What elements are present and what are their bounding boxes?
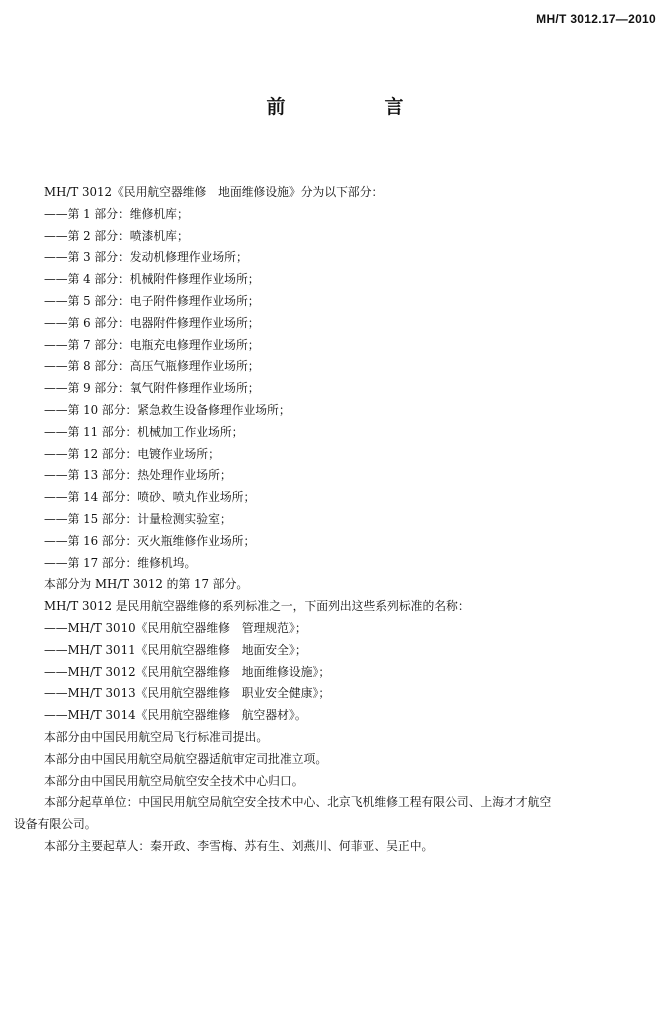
series-item: ——MH/T 3010《民用航空器维修 管理规范》； <box>44 620 307 635</box>
this-part-statement: 本部分为 MH/T 3012 的第 17 部分。 <box>44 577 249 592</box>
part-item: ——第 8 部分：高压气瓶修理作业场所； <box>44 359 260 374</box>
proposed-by: 本部分由中国民用航空局飞行标准司提出。 <box>44 729 269 744</box>
standard-code: MH/T 3012.17—2010 <box>536 12 656 26</box>
part-item: ——第 9 部分：氧气附件修理作业场所； <box>44 381 260 396</box>
part-item: ——第 11 部分：机械加工作业场所； <box>44 424 244 439</box>
series-item: ——MH/T 3014《民用航空器维修 航空器材》。 <box>44 708 307 723</box>
drafting-units-continued: 设备有限公司。 <box>14 817 97 832</box>
part-item: ——第 2 部分：喷漆机库； <box>44 228 189 243</box>
part-item: ——第 16 部分：灭火瓶维修作业场所； <box>44 533 256 548</box>
part-item: ——第 15 部分：计量检测实验室； <box>44 511 232 526</box>
series-item: ——MH/T 3013《民用航空器维修 职业安全健康》； <box>44 686 331 701</box>
part-item: ——第 3 部分：发动机修理作业场所； <box>44 250 248 265</box>
drafters: 本部分主要起草人：秦开政、李雪梅、苏有生、刘燕川、何菲亚、吴正中。 <box>44 838 434 853</box>
approved-by: 本部分由中国民用航空局航空器适航审定司批准立项。 <box>44 751 328 766</box>
part-item: ——第 7 部分：电瓶充电修理作业场所； <box>44 337 260 352</box>
page-title: 前 言 <box>266 96 444 118</box>
intro-paragraph: MH/T 3012《民用航空器维修 地面维修设施》分为以下部分： <box>44 185 384 199</box>
part-item: ——第 12 部分：电镀作业场所； <box>44 446 220 461</box>
drafting-units: 本部分起草单位：中国民用航空局航空安全技术中心、北京飞机维修工程有限公司、上海才才航空 <box>44 795 552 810</box>
part-item: ——第 1 部分：维修机库； <box>44 206 189 221</box>
part-item: ——第 10 部分：紧急救生设备修理作业场所； <box>44 402 291 417</box>
part-item: ——第 17 部分：维修机坞。 <box>44 555 197 570</box>
series-item: ——MH/T 3012《民用航空器维修 地面维修设施》； <box>44 664 331 679</box>
series-item: ——MH/T 3011《民用航空器维修 地面安全》； <box>44 642 307 657</box>
managed-by: 本部分由中国民用航空局航空安全技术中心归口。 <box>44 773 304 788</box>
part-item: ——第 4 部分：机械附件修理作业场所； <box>44 272 260 287</box>
part-item: ——第 6 部分：电器附件修理作业场所； <box>44 315 260 330</box>
part-item: ——第 13 部分：热处理作业场所； <box>44 468 232 483</box>
series-intro: MH/T 3012 是民用航空器维修的系列标准之一，下面列出这些系列标准的名称： <box>44 599 470 614</box>
foreword-body <box>14 182 656 858</box>
part-item: ——第 14 部分：喷砂、喷丸作业场所； <box>44 490 256 505</box>
part-item: ——第 5 部分：电子附件修理作业场所； <box>44 293 260 308</box>
